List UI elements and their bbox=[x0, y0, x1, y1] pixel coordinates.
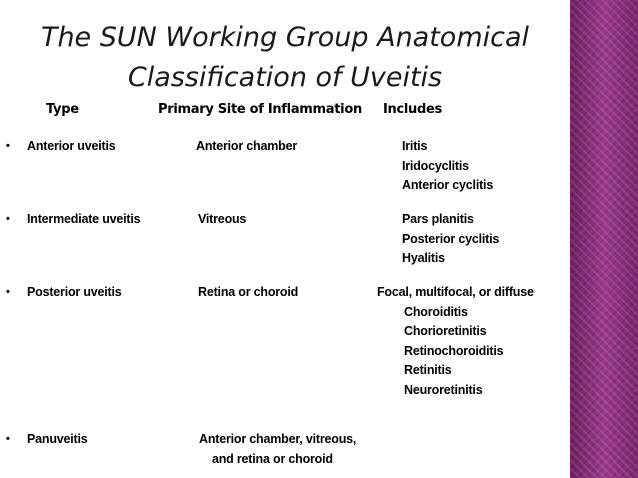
row-includes-item: Posterior cyclitis bbox=[402, 231, 500, 246]
bullet-icon: • bbox=[6, 286, 10, 298]
row-site bbox=[199, 430, 356, 469]
bullet-icon: • bbox=[6, 213, 10, 225]
row-site-line: Anterior chamber, vitreous, bbox=[199, 432, 357, 446]
row-site bbox=[198, 210, 246, 230]
row-includes bbox=[404, 303, 503, 401]
row-includes-item: Iritis bbox=[402, 139, 428, 153]
bullet-icon: • bbox=[6, 433, 10, 445]
row-includes-item: Chorioretinitis bbox=[404, 324, 487, 338]
row-site-line: Vitreous bbox=[198, 212, 247, 226]
row-site bbox=[196, 137, 297, 157]
row-includes-item: Choroiditis bbox=[404, 304, 468, 319]
row-includes bbox=[402, 137, 493, 196]
row-includes-item: Pars planitis bbox=[402, 212, 474, 226]
row-type: Panuveitis bbox=[27, 432, 88, 446]
row-type: Anterior uveitis bbox=[27, 139, 116, 153]
slide-title bbox=[0, 18, 570, 98]
row-includes bbox=[402, 210, 499, 269]
header-primary-site: Primary Site of Inflammation bbox=[158, 102, 362, 117]
row-includes-item: Hyalitis bbox=[402, 251, 445, 265]
title-line-1: The SUN Working Group Anatomical bbox=[40, 22, 530, 53]
row-includes-lead: Focal, multifocal, or diffuse bbox=[377, 285, 534, 299]
row-includes-item: Neuroretinitis bbox=[404, 382, 483, 397]
row-includes-item: Anterior cyclitis bbox=[402, 178, 494, 192]
row-type: Intermediate uveitis bbox=[27, 212, 141, 226]
header-includes: Includes bbox=[383, 102, 442, 117]
row-includes-item: Retinitis bbox=[404, 363, 452, 377]
row-type: Posterior uveitis bbox=[27, 285, 122, 299]
row-site bbox=[198, 283, 298, 303]
row-site-line: and retina or choroid bbox=[212, 451, 333, 466]
row-includes-item: Retinochoroiditis bbox=[404, 343, 504, 358]
row-site-line: Anterior chamber bbox=[196, 139, 297, 153]
title-line-2: Classification of Uveitis bbox=[127, 62, 443, 93]
row-includes-item: Iridocyclitis bbox=[402, 158, 469, 173]
bullet-icon: • bbox=[6, 140, 10, 152]
decorative-side-band bbox=[570, 0, 638, 478]
row-site-line: Retina or choroid bbox=[198, 285, 299, 299]
header-type: Type bbox=[46, 102, 79, 117]
